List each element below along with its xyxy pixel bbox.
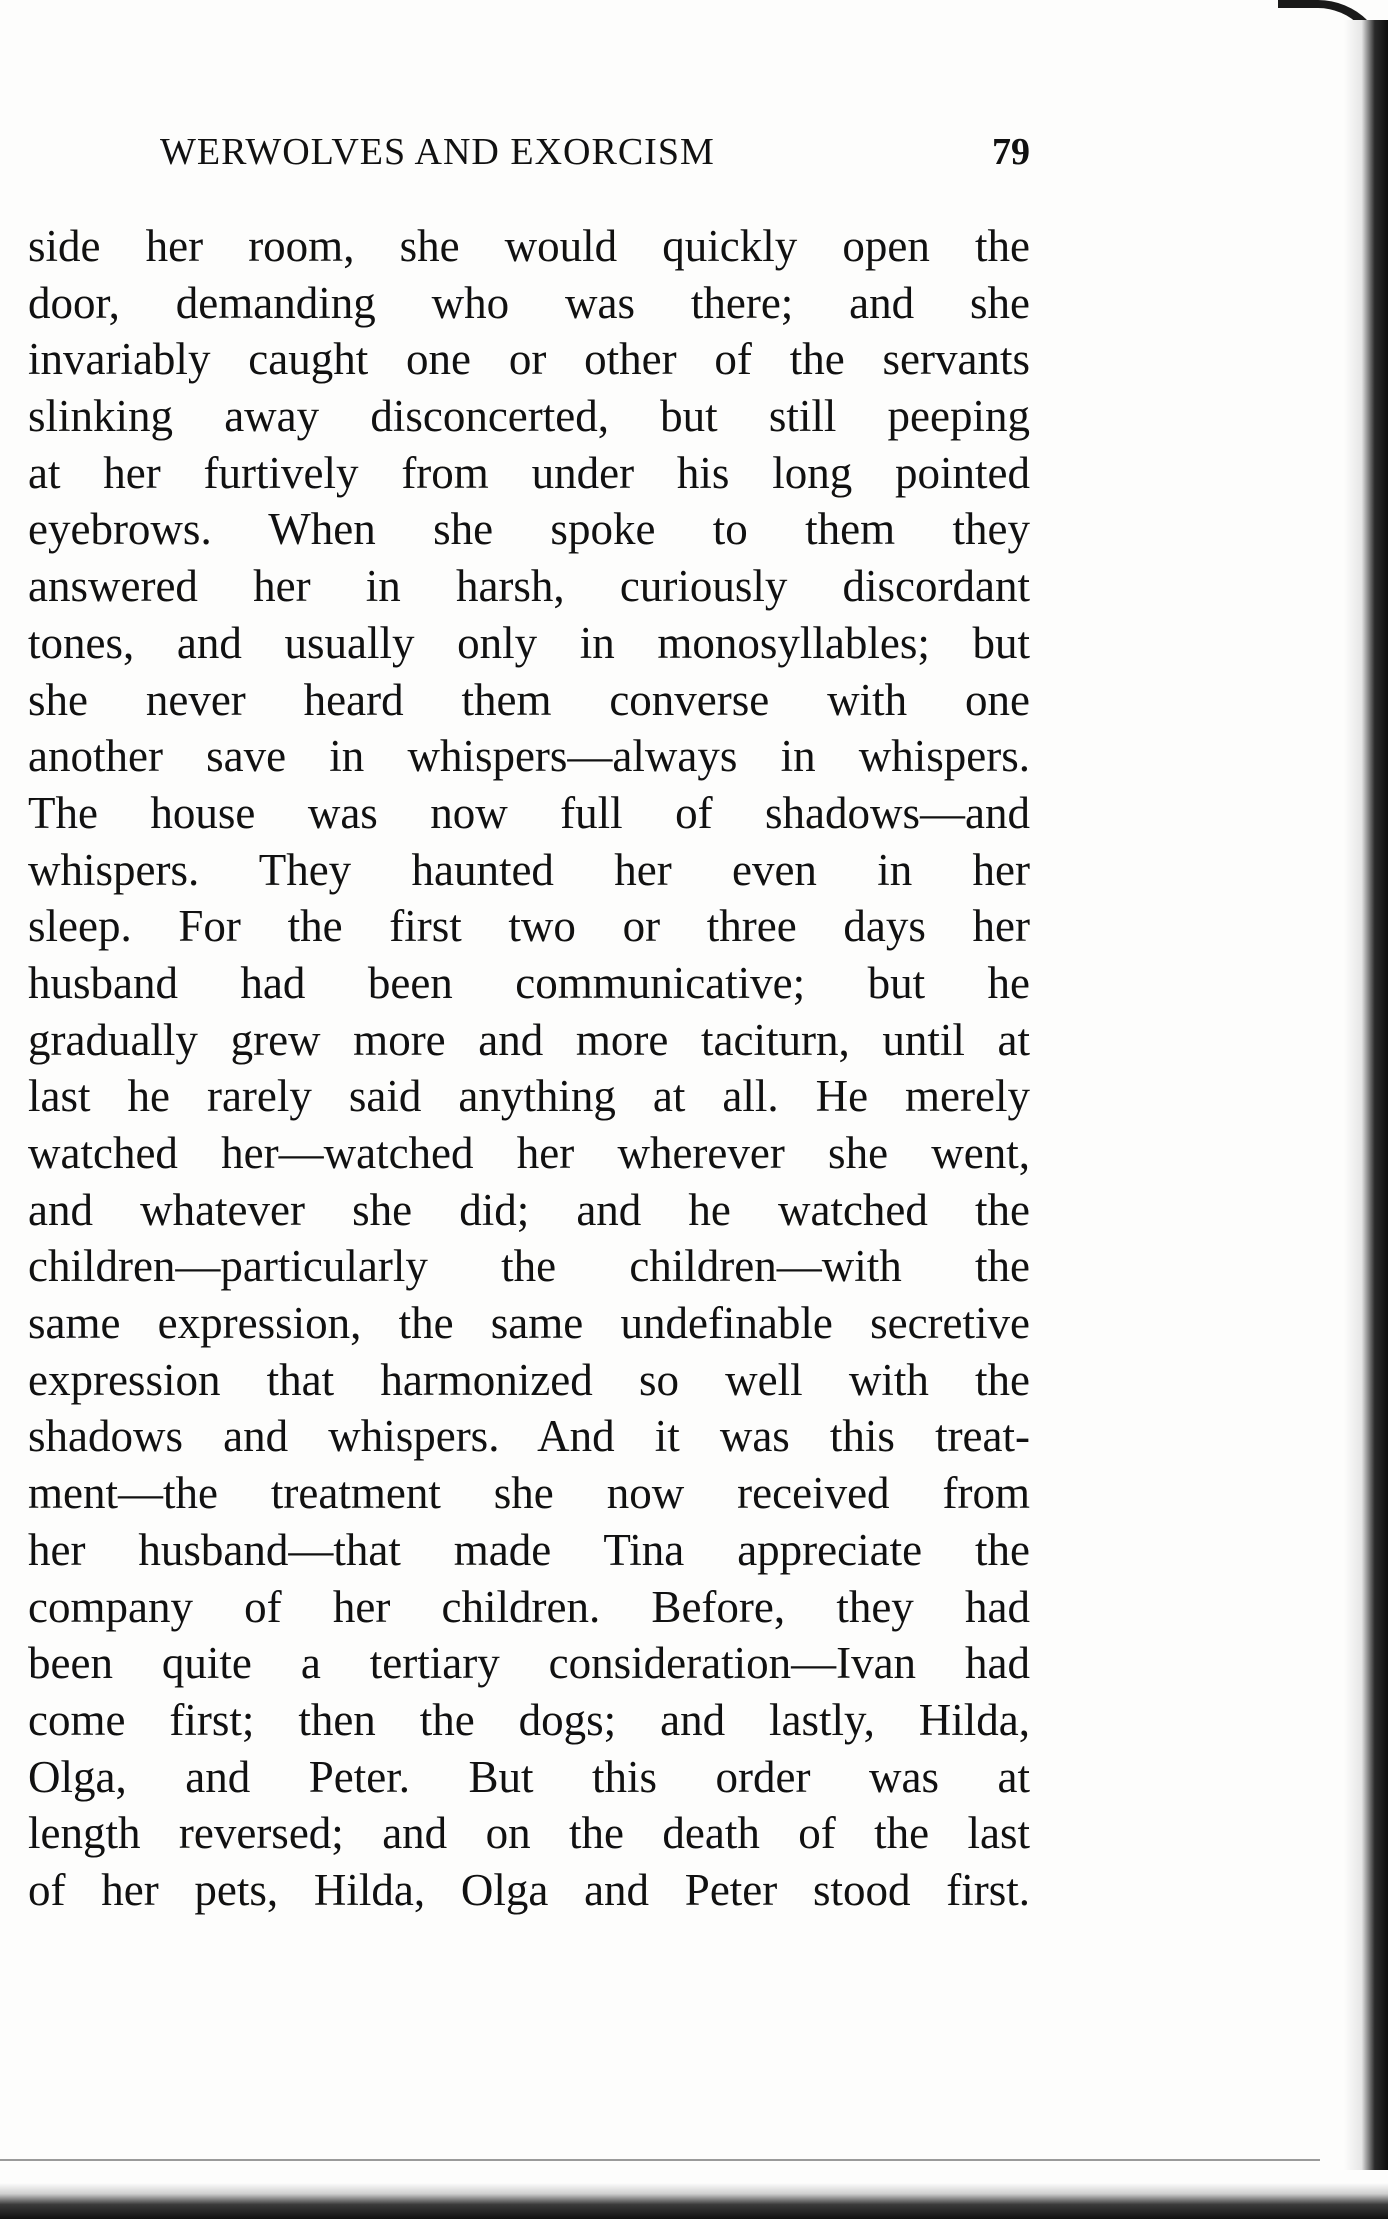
text-line: husband had been communicative; but he — [28, 957, 1030, 1008]
text-line: Olga, and Peter. But this order was at — [28, 1751, 1030, 1802]
running-title: WERWOLVES AND EXORCISM — [160, 131, 715, 173]
text-line: expression that harmonized so well with the — [28, 1354, 1030, 1405]
text-line: watched her—watched her wherever she went, — [28, 1128, 1030, 1178]
text-line: her husband—that made Tina appreciate the — [28, 1524, 1030, 1575]
text-line: same expression, the same undefinable secretive — [28, 1298, 1030, 1349]
text-line: tones, and usually only in monosyllables; but — [28, 617, 1030, 668]
text-line: invariably caught one or other of the servants — [28, 334, 1030, 385]
page-number: 79 — [992, 131, 1030, 173]
text-line: The house was now full of shadows—and — [28, 787, 1030, 838]
text-line: sleep. For the first two or three days her — [28, 901, 1030, 952]
text-line: another save in whispers—always in whispers. — [28, 731, 1030, 782]
page-bottom-shadow — [0, 2183, 1388, 2219]
text-line: side her room, she would quickly open the — [28, 221, 1030, 271]
text-line: last he rarely said anything at all. He merely — [28, 1071, 1030, 1122]
text-line: and whatever she did; and he watched the — [28, 1184, 1030, 1235]
text-line: of her pets, Hilda, Olga and Peter stood first. — [28, 1864, 1030, 1915]
text-line: she never heard them converse with one — [28, 674, 1030, 725]
text-line: ment—the treatment she now received from — [28, 1468, 1030, 1519]
text-line: eyebrows. When she spoke to them they — [28, 504, 1030, 555]
text-line: company of her children. Before, they had — [28, 1581, 1030, 1632]
text-line: children—particularly the children—with the — [28, 1241, 1030, 1292]
body-text — [28, 218, 1030, 1919]
text-line: slinking away disconcerted, but still peeping — [28, 391, 1030, 442]
text-line: door, demanding who was there; and she — [28, 277, 1030, 328]
page-binding-shadow — [1344, 20, 1388, 2170]
text-line: whispers. They haunted her even in her — [28, 844, 1030, 895]
text-line: been quite a tertiary consideration—Ivan had — [28, 1638, 1030, 1689]
text-line: answered her in harsh, curiously discordant — [28, 561, 1030, 612]
text-line: come first; then the dogs; and lastly, Hilda, — [28, 1694, 1030, 1745]
running-header — [28, 122, 1030, 182]
page-bottom-rule — [0, 2159, 1320, 2161]
text-line: shadows and whispers. And it was this treat- — [28, 1411, 1030, 1462]
text-line: length reversed; and on the death of the last — [28, 1808, 1030, 1859]
text-line: at her furtively from under his long pointed — [28, 447, 1030, 498]
text-line: gradually grew more and more taciturn, until at — [28, 1014, 1030, 1065]
